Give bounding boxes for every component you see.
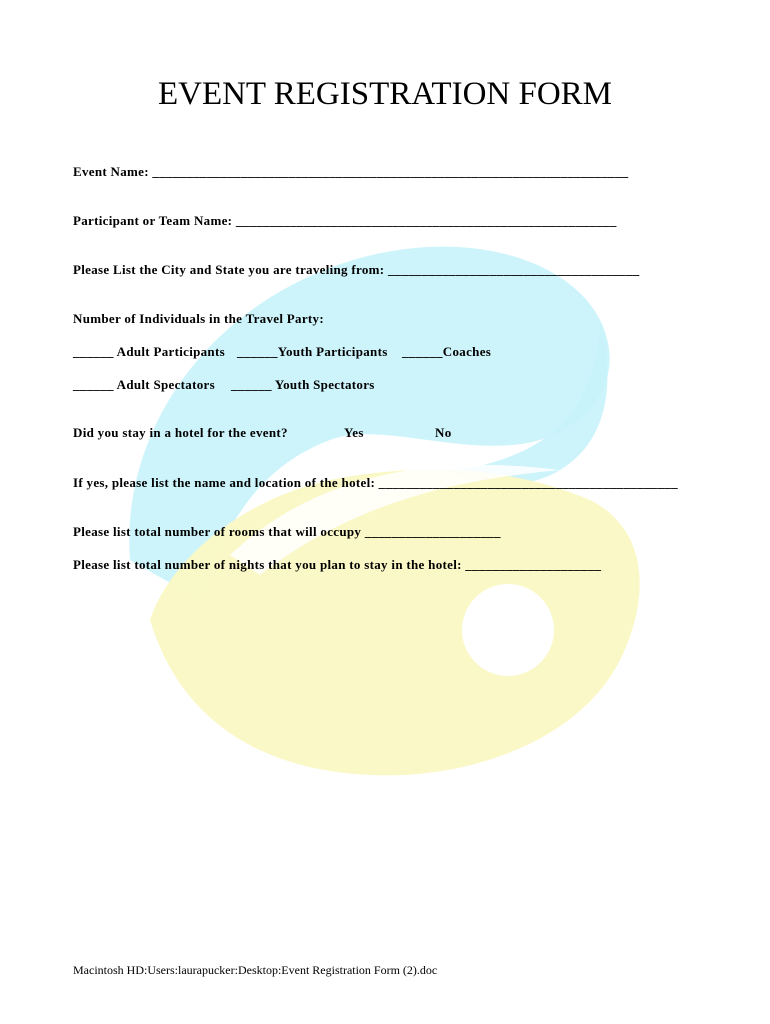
footer-file-path: Macintosh HD:Users:laurapucker:Desktop:Event Registration Form (2).doc bbox=[73, 963, 438, 977]
adult-spectators-field[interactable]: ______ Adult Spectators bbox=[73, 377, 215, 392]
hotel-question: Did you stay in a hotel for the event? bbox=[73, 425, 288, 440]
event-name-field[interactable]: Event Name: ______________________________________________________________________ bbox=[73, 164, 629, 179]
adult-participants-field[interactable]: ______ Adult Participants bbox=[73, 344, 225, 359]
rooms-field[interactable]: Please list total number of rooms that will occupy ____________________ bbox=[73, 524, 501, 539]
form-title: EVENT REGISTRATION FORM bbox=[157, 76, 613, 112]
hotel-yes-option[interactable]: Yes bbox=[344, 425, 364, 440]
youth-spectators-field[interactable]: ______ Youth Spectators bbox=[231, 377, 375, 392]
coaches-field[interactable]: ______Coaches bbox=[402, 344, 492, 359]
city-state-field[interactable]: Please List the City and State you are traveling from: _____________________________________ bbox=[73, 262, 640, 277]
participant-name-field[interactable]: Participant or Team Name: ________________________________________________________ bbox=[73, 213, 617, 228]
hotel-name-field[interactable]: If yes, please list the name and location of the hotel: ____________________________________________ bbox=[73, 475, 678, 490]
nights-field[interactable]: Please list total number of nights that you plan to stay in the hotel: ____________________ bbox=[73, 557, 602, 572]
individuals-heading: Number of Individuals in the Travel Party: bbox=[73, 311, 324, 326]
youth-participants-field[interactable]: ______Youth Participants bbox=[237, 344, 388, 359]
hotel-no-option[interactable]: No bbox=[435, 425, 452, 440]
